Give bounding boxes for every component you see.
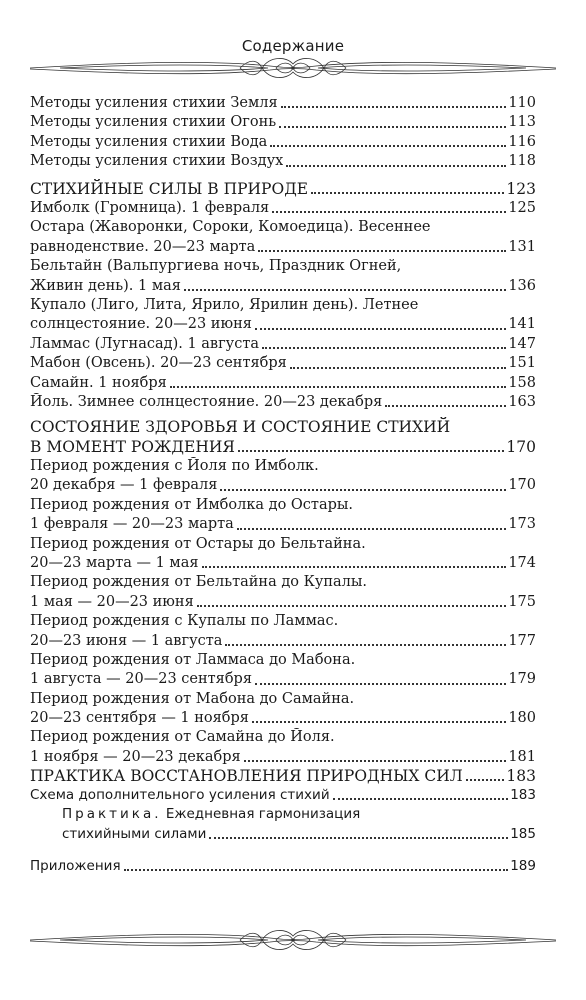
dot-leader	[311, 192, 504, 194]
toc-entry-line: Период рождения от Мабона до Самайна.	[30, 690, 355, 707]
dot-leader	[466, 779, 505, 781]
toc-entry[interactable]	[30, 133, 536, 152]
toc-heading-title: ПРАКТИКА ВОССТАНОВЛЕНИЯ ПРИРОДНЫХ СИЛ	[30, 767, 463, 785]
toc-entry-page: 181	[508, 748, 536, 765]
dot-leader	[255, 328, 506, 330]
toc-entry-title: 20—23 сентября — 1 ноября	[30, 710, 249, 727]
toc-entry[interactable]	[30, 374, 536, 393]
toc-entry[interactable]	[30, 825, 536, 844]
toc-section-methods	[30, 94, 536, 172]
toc-entry[interactable]	[30, 335, 536, 354]
toc-entry-page: 177	[508, 632, 536, 649]
toc-entry-title: равноденствие. 20—23 марта	[30, 238, 256, 255]
toc-entry-line: Период рождения с Йоля по Имболк.	[30, 458, 319, 474]
toc-entry-page: 163	[508, 393, 536, 410]
toc-entry-page: 170	[508, 477, 536, 494]
toc-entry-page: 183	[510, 787, 536, 803]
toc-entry-page: 151	[508, 355, 536, 372]
toc-entry-page: 173	[508, 516, 536, 533]
toc-entry[interactable]	[30, 709, 536, 728]
toc-entry-title: Схема дополнительного усиления стихий	[30, 787, 330, 803]
toc-entry[interactable]	[30, 152, 536, 171]
toc-heading-title: СТИХИЙНЫЕ СИЛЫ В ПРИРОДЕ	[30, 180, 309, 198]
toc-entry-page: 136	[508, 277, 536, 294]
toc-entry-page: 116	[508, 133, 536, 150]
dot-leader	[244, 760, 507, 762]
toc-entry-title: 20—23 июня — 1 августа	[30, 632, 223, 649]
toc-entry-title: 1 августа — 20—23 сентября	[30, 671, 252, 688]
toc-entry-page: 185	[510, 825, 536, 842]
dot-leader	[238, 450, 505, 452]
bottom-ornament	[0, 925, 586, 955]
dot-leader	[170, 386, 507, 388]
toc-heading-line: СОСТОЯНИЕ ЗДОРОВЬЯ И СОСТОЯНИЕ СТИХИЙ	[30, 418, 451, 436]
toc-entry-title: Йоль. Зимнее солнцестояние. 20—23 декабря	[30, 393, 383, 410]
toc-entry-title: Имболк (Громница). 1 февраля	[30, 200, 270, 216]
toc-heading-page: 183	[506, 767, 536, 785]
toc-entry-line: Период рождения от Ламмаса до Мабона.	[30, 651, 356, 668]
toc-entry[interactable]	[30, 786, 536, 805]
toc-entry-page: 175	[508, 593, 536, 610]
toc-entry-title: Живин день). 1 мая	[30, 277, 181, 294]
dot-leader	[281, 106, 507, 108]
dot-leader	[258, 250, 506, 252]
toc-entry-title: Методы усиления стихии Огонь	[30, 114, 277, 131]
toc-section-appendix	[30, 857, 536, 876]
toc-entry-title: Самайн. 1 ноября	[30, 374, 167, 391]
toc-entry-title: стихийными силами	[62, 825, 207, 842]
toc-entry-page: 125	[508, 200, 536, 216]
dot-leader	[333, 798, 509, 800]
toc-entry[interactable]	[30, 113, 536, 132]
dot-leader	[385, 405, 506, 407]
toc-entry-line: Остара (Жаворонки, Сороки, Комоедица). Весеннее	[30, 219, 431, 236]
toc-entry[interactable]	[30, 277, 536, 296]
toc-section-health	[30, 417, 536, 767]
toc-entry-page: 131	[508, 238, 536, 255]
dot-leader	[225, 644, 506, 646]
toc-entry-title: 1 мая — 20—23 июня	[30, 593, 194, 610]
page-header-title: Содержание	[241, 37, 345, 55]
toc-entry-title: Ламмас (Лугнасад). 1 августа	[30, 335, 259, 352]
toc-entry-page: 113	[508, 114, 536, 131]
toc-entry-title: 20—23 марта — 1 мая	[30, 554, 199, 571]
toc-heading-page: 123	[506, 180, 536, 198]
toc-entry-title: Методы усиления стихии Земля	[30, 95, 278, 111]
dot-leader	[286, 165, 506, 167]
toc-entry[interactable]	[30, 238, 536, 257]
toc-entry-line: Период рождения от Остары до Бельтайна.	[30, 535, 366, 552]
toc-entry-page: 180	[508, 710, 536, 727]
toc-entry-line	[30, 805, 536, 824]
toc-entry-title: Методы усиления стихии Воздух	[30, 153, 284, 170]
toc-entry-line: Период рождения от Бельтайна до Купалы.	[30, 574, 368, 591]
toc-section-practice	[30, 766, 536, 844]
toc-entry[interactable]	[30, 670, 536, 689]
toc-entry-page: 118	[508, 153, 536, 170]
dot-leader	[237, 528, 506, 530]
toc-entry-title: Методы усиления стихии Вода	[30, 133, 268, 150]
toc-entry[interactable]	[30, 199, 536, 218]
dot-leader	[220, 489, 506, 491]
toc-entry[interactable]	[30, 593, 536, 612]
top-ornament	[0, 52, 586, 84]
toc-entry-appendix[interactable]	[30, 857, 536, 876]
dot-leader	[209, 837, 508, 839]
dot-leader	[197, 605, 507, 607]
dot-leader	[255, 683, 506, 685]
toc-entry-page: 174	[508, 554, 536, 571]
dot-leader	[272, 211, 506, 213]
toc-entry-title: солнцестояние. 20—23 июня	[30, 316, 252, 333]
toc-heading-health[interactable]	[30, 437, 536, 457]
toc-heading-practice[interactable]	[30, 766, 536, 786]
toc-entry-page: 179	[508, 671, 536, 688]
dot-leader	[279, 126, 506, 128]
toc-entry-line: Период рождения с Купалы по Ламмас.	[30, 613, 339, 630]
toc-entry-title: Приложения	[30, 858, 121, 874]
toc-entry[interactable]	[30, 476, 536, 495]
dot-leader	[202, 566, 507, 568]
toc-entry[interactable]	[30, 315, 536, 334]
practice-label: Практика.	[62, 806, 162, 823]
toc-entry[interactable]	[30, 515, 536, 534]
toc-section-forces	[30, 179, 536, 412]
toc-entry-title: 20 декабря — 1 февраля	[30, 477, 218, 494]
toc-heading-page: 170	[506, 438, 536, 456]
toc-entry-page: 110	[508, 95, 536, 111]
dot-leader	[252, 721, 506, 723]
toc-entry-line: Период рождения от Самайна до Йоля.	[30, 729, 335, 746]
toc-entry[interactable]	[30, 748, 536, 767]
dot-leader	[290, 367, 507, 369]
toc-entry[interactable]	[30, 554, 536, 573]
toc-entry-page: 158	[508, 374, 536, 391]
toc-entry[interactable]	[30, 354, 536, 373]
toc-heading-forces[interactable]	[30, 179, 536, 199]
toc-entry[interactable]	[30, 632, 536, 651]
toc-entry-page: 189	[510, 858, 536, 874]
toc-entry-title: 1 февраля — 20—23 марта	[30, 516, 234, 533]
practice-line1: Ежедневная гармонизация	[165, 806, 361, 823]
dot-leader	[184, 289, 506, 291]
toc-entry-line: Купало (Лиго, Лита, Ярило, Ярилин день). Летнее	[30, 296, 419, 313]
toc-entry-title: 1 ноября — 20—23 декабря	[30, 748, 241, 765]
toc-entry-title: Мабон (Овсень). 20—23 сентября	[30, 355, 287, 372]
toc-entry-page: 147	[508, 335, 536, 352]
dot-leader	[262, 347, 506, 349]
toc-entry-line: Период рождения от Имболка до Остары.	[30, 496, 354, 513]
toc-heading-title: В МОМЕНТ РОЖДЕНИЯ	[30, 438, 235, 456]
toc-entry-page: 141	[508, 316, 536, 333]
dot-leader	[124, 869, 509, 871]
toc-entry[interactable]	[30, 393, 536, 412]
toc-entry-line: Бельтайн (Вальпургиева ночь, Праздник Огней,	[30, 258, 402, 275]
toc-entry[interactable]	[30, 94, 536, 113]
dot-leader	[270, 145, 506, 147]
